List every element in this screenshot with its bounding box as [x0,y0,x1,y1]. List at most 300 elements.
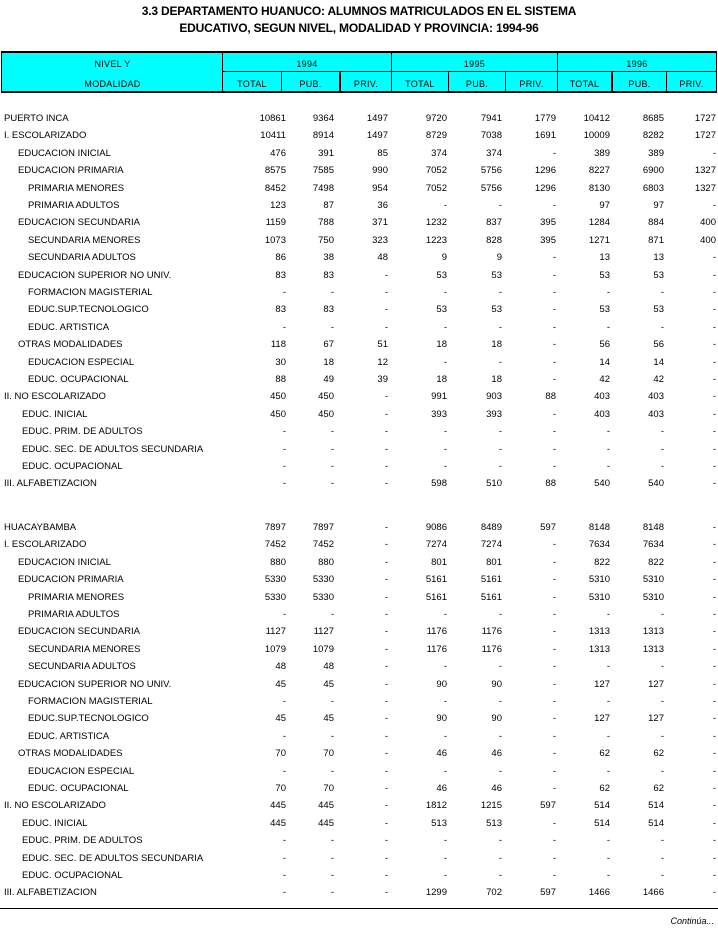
cell-value: 5330 [264,574,286,586]
cell-value: 513 [486,817,502,829]
table-row [0,609,718,626]
divider [222,71,716,72]
header-pub-1994: PUB. [299,79,322,89]
row-label: EDUC. OCUPACIONAL [22,461,123,472]
cell-value: - [552,626,556,638]
cell-value: 12 [377,356,388,368]
cell-value: 828 [486,234,502,246]
cell-value: 374 [486,147,502,159]
cell-value: - [712,252,716,264]
cell-value: - [330,765,334,777]
header-pub-1995: PUB. [465,79,489,89]
cell-value: - [443,696,447,707]
cell-value: - [712,713,716,725]
row-label: EDUC. ARTISTICA [28,730,110,742]
cell-value: 702 [486,887,502,899]
cell-value: 1073 [264,234,286,246]
cell-value: - [606,852,610,864]
row-label: OTRAS MODALIDADES [18,339,123,351]
row-label: HUACAYBAMBA [4,522,77,533]
row-label: III. ALFABETIZACION [4,887,97,899]
cell-value: 90 [491,678,502,690]
cell-value: 5310 [642,591,664,603]
cell-value: - [282,461,286,472]
cell-value: 53 [491,304,502,316]
cell-value: 8685 [642,113,664,124]
cell-value: - [384,478,388,490]
cell-value: 514 [648,817,664,829]
table-row [0,626,718,643]
cell-value: - [552,765,556,777]
cell-value: 7274 [480,539,502,551]
table-row [0,391,718,408]
cell-value: 393 [431,408,447,420]
header-priv-1994: PRIV. [353,79,379,89]
cell-value: - [660,426,664,438]
cell-value: 7052 [425,165,447,177]
cell-value: 85 [377,147,388,159]
cell-value: - [606,321,610,333]
cell-value: - [712,817,716,829]
cell-value: 1223 [425,234,447,246]
cell-value: - [443,287,447,298]
cell-value: - [552,591,556,603]
cell-value: - [552,852,556,864]
cell-value: 445 [270,817,286,829]
row-label: EDUCACION SECUNDARIA [18,626,140,638]
table-row [0,539,718,556]
cell-value: 62 [599,783,610,794]
cell-value: - [660,870,664,881]
cell-value: - [498,835,502,847]
cell-value: 1313 [588,643,610,655]
cell-value: 5756 [480,165,502,177]
cell-value: - [712,269,716,281]
cell-value: 9086 [425,522,447,533]
cell-value: 7452 [264,539,286,551]
cell-value: 597 [540,522,556,533]
cell-value: 7941 [480,113,502,124]
cell-value: 395 [540,217,556,229]
cell-value: - [384,643,388,655]
table-row [0,339,718,356]
header-priv-1995: PRIV. [519,79,544,89]
cell-value: 1299 [425,887,447,899]
cell-value: - [660,661,664,673]
cell-value: - [384,304,388,316]
cell-value: - [384,713,388,725]
cell-value: 97 [653,200,664,211]
cell-value: - [282,835,286,847]
cell-value: 53 [491,269,502,281]
header-nivel-line1: NIVEL Y [94,59,131,69]
cell-value: 70 [323,783,334,794]
cell-value: 30 [275,356,286,368]
cell-value: 90 [491,713,502,725]
cell-value: - [552,643,556,655]
cell-value: 5330 [312,591,334,603]
cell-value: 391 [318,147,334,159]
cell-value: - [552,609,556,620]
cell-value: 53 [436,269,447,281]
cell-value: 48 [323,661,334,673]
cell-value: - [498,661,502,673]
cell-value: - [712,556,716,568]
cell-value: - [552,556,556,568]
cell-value: 1271 [588,234,610,246]
header-total-1996: TOTAL [569,79,600,89]
cell-value: 83 [323,269,334,281]
cell-value: 540 [594,478,610,490]
row-label: III. ALFABETIZACION [4,478,97,490]
row-label: EDUC.SUP.TECNOLOGICO [28,304,149,316]
cell-value: - [443,835,447,847]
cell-value: 476 [270,147,286,159]
cell-value: 801 [431,556,447,568]
cell-value: - [712,321,716,333]
cell-value: 10412 [583,113,610,124]
cell-value: - [443,461,447,472]
cell-value: - [660,321,664,333]
cell-value: - [712,339,716,351]
cell-value: - [384,443,388,455]
cell-value: 597 [540,887,556,899]
cell-value: 445 [270,800,286,812]
table-row [0,557,718,574]
table-row [0,235,718,252]
cell-value: 14 [653,356,664,368]
header-total-1995: TOTAL [405,79,435,89]
cell-value: - [712,539,716,551]
table-row [0,800,718,817]
table-row [0,522,718,539]
row-label: PRIMARIA ADULTOS [28,609,120,620]
cell-value: 822 [594,556,610,568]
table-row [0,679,718,696]
cell-value: 5161 [480,574,502,586]
cell-value: - [660,443,664,455]
cell-value: 13 [653,252,664,264]
page-title-line1: 3.3 DEPARTAMENTO HUANUCO: ALUMNOS MATRICULADOS EN EL SISTEMA [141,4,577,18]
table-row [0,183,718,200]
cell-value: - [443,321,447,333]
cell-value: 5310 [642,574,664,586]
cell-value: - [384,269,388,281]
cell-value: - [384,852,388,864]
cell-value: - [660,730,664,742]
cell-value: - [552,321,556,333]
cell-value: 510 [486,478,502,490]
cell-value: 8282 [642,130,664,142]
row-label: EDUC. PRIM. DE ADULTOS [22,835,143,847]
cell-value: - [606,870,610,881]
cell-value: 88 [545,478,556,490]
cell-value: - [384,870,388,881]
table-row [0,252,718,269]
row-label: SECUNDARIA MENORES [28,643,141,655]
cell-value: 127 [594,678,610,690]
cell-value: - [384,426,388,438]
cell-value: - [712,887,716,899]
cell-value: - [712,783,716,794]
cell-value: 5310 [588,591,610,603]
cell-value: 7634 [588,539,610,551]
cell-value: 540 [648,478,664,490]
row-label: PUERTO INCA [4,113,69,124]
cell-value: 871 [648,234,664,246]
table-row [0,853,718,870]
cell-value: 10009 [583,130,610,142]
table-row [0,270,718,287]
cell-value: - [606,461,610,472]
cell-value: 884 [648,217,664,229]
cell-value: - [384,287,388,298]
cell-value: 8130 [588,182,610,194]
cell-value: 5330 [312,574,334,586]
row-label: EDUCACION INICIAL [18,147,111,159]
header-total-1994: TOTAL [237,79,267,89]
cell-value: 46 [491,783,502,794]
cell-value: 8489 [480,522,502,533]
cell-value: - [384,321,388,333]
cell-value: 389 [594,147,610,159]
table-row [0,130,718,147]
row-label: SECUNDARIA ADULTOS [28,252,136,264]
cell-value: - [660,852,664,864]
cell-value: 45 [275,713,286,725]
cell-value: - [552,252,556,264]
cell-value: - [660,835,664,847]
cell-value: 14 [599,356,610,368]
cell-value: 62 [653,748,664,760]
cell-value: 1327 [694,182,716,194]
cell-value: - [330,730,334,742]
cell-value: 801 [486,556,502,568]
cell-value: - [712,443,716,455]
cell-value: 8452 [264,182,286,194]
cell-value: 127 [594,713,610,725]
cell-value: - [552,374,556,385]
cell-value: - [384,748,388,760]
table-row [0,731,718,748]
cell-value: 7052 [425,182,447,194]
cell-value: - [443,870,447,881]
cell-value: 127 [648,678,664,690]
cell-value: - [552,783,556,794]
cell-value: 954 [372,182,388,194]
header-year-1996: 1996 [626,59,648,69]
cell-value: - [552,461,556,472]
cell-value: - [552,713,556,725]
table-row [0,426,718,443]
cell-value: 1313 [642,626,664,638]
cell-value: - [498,443,502,455]
cell-value: - [498,609,502,620]
cell-value: - [498,870,502,881]
cell-value: - [552,870,556,881]
table-row [0,444,718,461]
table-row [0,287,718,304]
cell-value: - [384,539,388,551]
cell-value: - [712,304,716,316]
cell-value: 1727 [694,130,716,142]
cell-value: 97 [599,200,610,211]
cell-value: 118 [270,339,286,351]
cell-value: 46 [436,783,447,794]
table-row [0,713,718,730]
cell-value: 8227 [588,165,610,177]
cell-value: 1497 [366,130,388,142]
cell-value: - [384,408,388,420]
table-row [0,113,718,130]
cell-value: 8729 [425,130,447,142]
cell-value: 1079 [264,643,286,655]
cell-value: 400 [700,234,716,246]
cell-value: 1466 [588,887,610,899]
cell-value: - [552,339,556,351]
cell-value: - [330,426,334,438]
cell-value: 8148 [588,522,610,533]
table-row [0,574,718,591]
cell-value: 323 [372,234,388,246]
cell-value: - [384,591,388,603]
cell-value: 598 [431,478,447,490]
cell-value: 90 [436,678,447,690]
cell-value: - [552,287,556,298]
table-row [0,461,718,478]
cell-value: 70 [323,748,334,760]
cell-value: - [552,835,556,847]
header-pub-1996: PUB. [628,79,651,89]
cell-value: 7498 [312,182,334,194]
row-label: EDUC. ARTISTICA [28,321,110,333]
cell-value: 7452 [312,539,334,551]
cell-value: 1127 [313,626,334,638]
cell-value: 42 [599,374,610,385]
header-nivel-line2: MODALIDAD [84,79,141,89]
row-label: EDUC. PRIM. DE ADULTOS [22,426,143,438]
header-year-1995: 1995 [463,59,486,69]
row-label: FORMACION MAGISTERIAL [28,287,153,298]
page-title-line2: EDUCATIVO, SEGUN NIVEL, MODALIDAD Y PROVINCIA: 1994-96 [179,21,539,35]
cell-value: - [552,696,556,707]
cell-value: - [498,287,502,298]
cell-value: - [330,609,334,620]
cell-value: 5161 [425,574,447,586]
cell-value: - [712,661,716,673]
cell-value: - [606,609,610,620]
cell-value: - [712,591,716,603]
row-label: EDUCACION INICIAL [18,556,111,568]
cell-value: - [552,408,556,420]
cell-value: 5756 [480,182,502,194]
cell-value: 990 [372,165,388,177]
cell-value: 83 [275,304,286,316]
cell-value: - [282,426,286,438]
cell-value: - [330,852,334,864]
cell-value: - [443,443,447,455]
cell-value: - [384,696,388,707]
cell-value: 1327 [694,165,716,177]
cell-value: 514 [648,800,664,812]
cell-value: - [498,356,502,368]
row-label: II. NO ESCOLARIZADO [4,391,106,403]
cell-value: - [384,887,388,899]
table-row [0,409,718,426]
cell-value: - [712,696,716,707]
cell-value: 53 [599,304,610,316]
cell-value: - [712,678,716,690]
cell-value: 880 [270,556,286,568]
cell-value: - [282,696,286,707]
cell-value: - [606,835,610,847]
cell-value: 53 [436,304,447,316]
cell-value: - [712,852,716,864]
table-row [0,783,718,800]
cell-value: - [712,200,716,211]
cell-value: 1284 [588,217,610,229]
cell-value: 38 [323,252,334,264]
cell-value: 45 [275,678,286,690]
cell-value: - [712,626,716,638]
cell-value: 1313 [588,626,610,638]
cell-value: 450 [270,391,286,403]
row-label: EDUC. OCUPACIONAL [22,870,123,881]
header-priv-1996: PRIV. [679,79,704,89]
row-label: EDUCACION PRIMARIA [18,165,124,177]
row-label: I. ESCOLARIZADO [4,130,87,142]
row-label: OTRAS MODALIDADES [18,748,123,760]
cell-value: 83 [323,304,334,316]
row-label: EDUCACION ESPECIAL [28,356,135,368]
table-row [0,766,718,783]
cell-value: 1215 [480,800,502,812]
cell-value: 53 [653,269,664,281]
cell-value: - [552,356,556,368]
row-label: EDUC. INICIAL [22,817,88,829]
cell-value: 53 [653,304,664,316]
cell-value: - [660,696,664,707]
cell-value: 1691 [534,130,556,142]
table-row [0,696,718,713]
cell-value: 513 [431,817,447,829]
cell-value: 1296 [534,182,556,194]
cell-value: - [552,426,556,438]
cell-value: 5161 [480,591,502,603]
cell-value: 403 [648,408,664,420]
cell-value: 18 [323,356,334,368]
row-label: EDUC. INICIAL [22,408,88,420]
cell-value: - [330,287,334,298]
cell-value: - [498,730,502,742]
cell-value: 7634 [642,539,664,551]
row-label: FORMACION MAGISTERIAL [28,696,153,707]
cell-value: - [552,147,556,159]
cell-value: 70 [275,748,286,760]
cell-value: - [282,870,286,881]
cell-value: - [660,287,664,298]
cell-value: 393 [486,408,502,420]
cell-value: 62 [653,783,664,794]
cell-value: 8575 [264,165,286,177]
cell-value: - [606,730,610,742]
table-row [0,374,718,391]
cell-value: 1466 [642,887,664,899]
cell-value: 1079 [312,643,334,655]
row-label: EDUCACION SECUNDARIA [18,217,140,229]
cell-value: 1176 [481,643,502,655]
cell-value: 7038 [480,130,502,142]
